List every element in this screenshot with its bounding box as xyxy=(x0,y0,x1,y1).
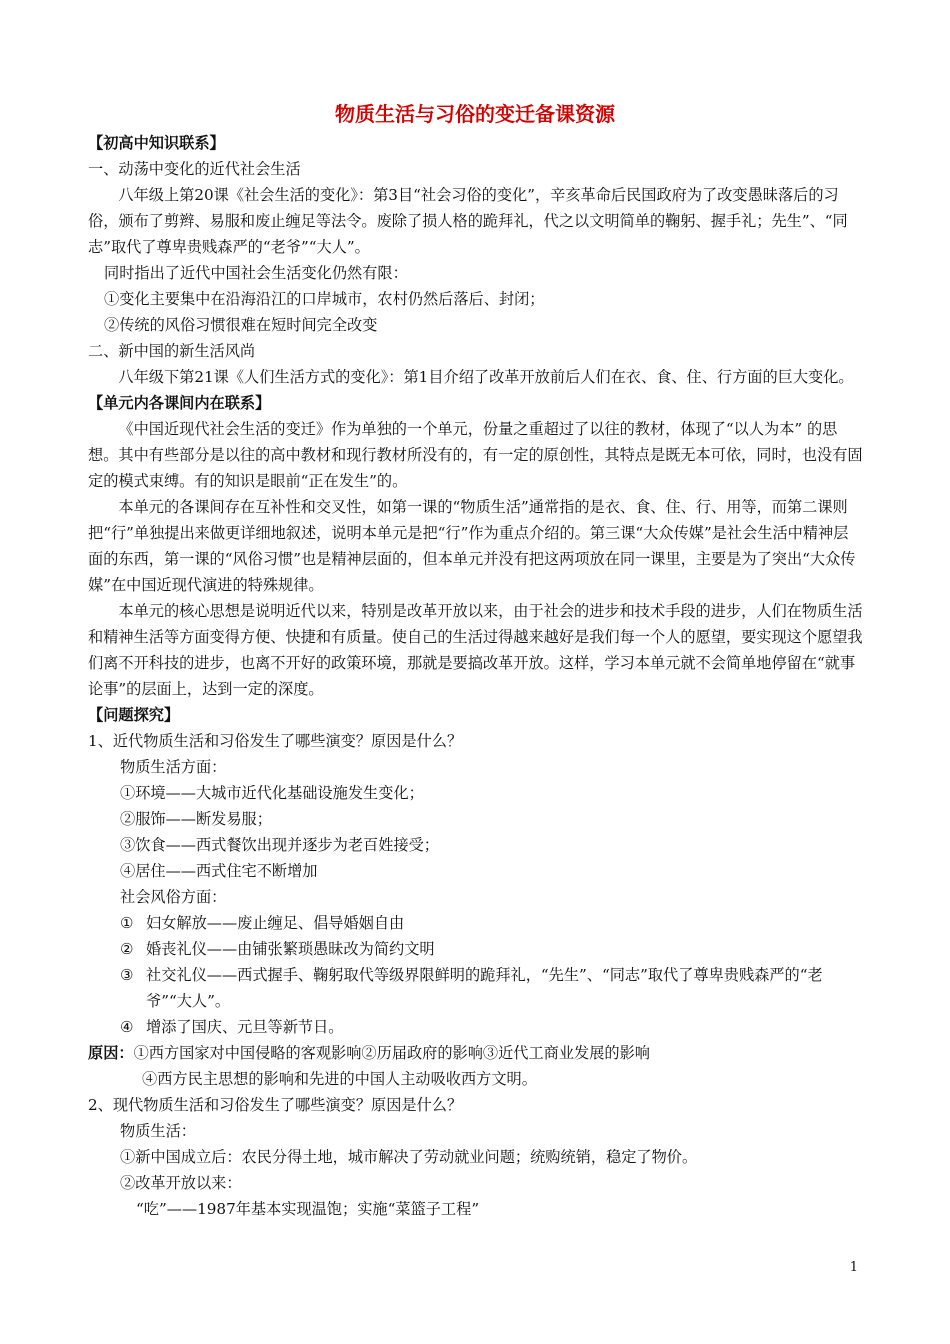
reason-line xyxy=(88,1040,863,1066)
paragraph: 八年级上第20课《社会生活的变化》：第3目“社会习俗的变化”，辛亥革命后民国政府为了改变愚昧落后的习俗，颁布了剪辫、易服和废止缠足等法令。废除了损人格的跪拜礼，代之以文明简单的鞠躬、握手礼；先生”、“同志”取代了尊卑贵贱森严的“老爷”“大人”。 xyxy=(88,186,848,256)
section-heading-unit-links: 【单元内各课间内在联系】 xyxy=(88,394,271,412)
subheading-social-customs: 社会风俗方面： xyxy=(120,888,227,906)
subheading-modern-society: 一、动荡中变化的近代社会生活 xyxy=(88,160,301,178)
subheading-material-life-2: 物质生活： xyxy=(120,1122,196,1140)
subheading-new-china: 二、新中国的新生活风尚 xyxy=(88,342,256,360)
reason-text: ①西方国家对中国侵略的客观影响②历届政府的影响③近代工商业发展的影响 xyxy=(133,1044,650,1062)
paragraph: 本单元的核心思想是说明近代以来，特别是改革开放以来，由于社会的进步和技术手段的进步，人们在物质生活和精神生活等方面变得方便、快捷和有质量。使自己的生活过得越来越好是我们每一个人的愿望，要实现这个愿望我们离不开科技的进步，也离不开好的政策环境，那就是要搞改革开放。这样，学习本单元就不会简单地停留在“就事论事”的层面上，达到一定的深度。 xyxy=(88,602,863,698)
question-1: 1、近代物质生活和习俗发生了哪些演变？原因是什么？ xyxy=(88,732,463,750)
list-item xyxy=(88,962,863,1014)
reason-label: 原因： xyxy=(88,1044,134,1062)
list-number: ② xyxy=(120,940,134,958)
list-item-text: 社交礼仪——西式握手、鞠躬取代等级界限鲜明的跪拜礼，“先生”、“同志”取代了尊卑贵贱森严的“老爷”“大人”。 xyxy=(146,966,823,1010)
section-heading-inquiry: 【问题探究】 xyxy=(88,706,180,724)
list-item: ④居住——西式住宅不断增加 xyxy=(120,862,318,880)
list-item xyxy=(88,1014,863,1040)
list-number: ③ xyxy=(120,966,134,984)
list-item: ①新中国成立后：农民分得土地，城市解决了劳动就业问题；统购统销，稳定了物价。 xyxy=(120,1148,698,1166)
list-item: ①变化主要集中在沿海沿江的口岸城市，农村仍然后落后、封闭； xyxy=(104,290,545,308)
list-item-text: 婚丧礼仪——由铺张繁琐愚昧改为简约文明 xyxy=(146,940,435,958)
subheading-material-life: 物质生活方面： xyxy=(120,758,227,776)
page-number: 1 xyxy=(849,1260,858,1275)
list-item xyxy=(88,910,863,936)
paragraph: 同时指出了近代中国社会生活变化仍然有限： xyxy=(104,264,408,282)
list-item: ②传统的风俗习惯很难在短时间完全改变 xyxy=(104,316,378,334)
paragraph: 《中国近现代社会生活的变迁》作为单独的一个单元，份量之重超过了以往的教材，体现了“以人为本” 的思想。其中有些部分是以往的高中教材和现行教材所没有的，有一定的原创性，其特点是既无本可依，同时，也没有固定的模式束缚。有的知识是眼前“正在发生”的。 xyxy=(88,420,863,490)
section-heading-knowledge-link: 【初高中知识联系】 xyxy=(88,134,225,152)
document-title: 物质生活与习俗的变迁备课资源 xyxy=(335,102,615,126)
question-2: 2、现代物质生活和习俗发生了哪些演变？原因是什么？ xyxy=(88,1096,463,1114)
list-number: ① xyxy=(120,914,134,932)
list-item: “吃”——1987年基本实现温饱；实施“菜篮子工程” xyxy=(136,1200,480,1218)
document-body xyxy=(88,130,863,1222)
list-item: ①环境——大城市近代化基础设施发生变化； xyxy=(120,784,424,802)
list-item-text: 妇女解放——废止缠足、倡导婚姻自由 xyxy=(146,914,405,932)
list-item xyxy=(88,936,863,962)
paragraph: 八年级下第21课《人们生活方式的变化》：第1目介绍了改革开放前后人们在衣、食、住、行方面的巨大变化。 xyxy=(118,368,854,386)
list-item: ②改革开放以来： xyxy=(120,1174,242,1192)
reason-line-continued: ④西方民主思想的影响和先进的中国人主动吸收西方文明。 xyxy=(142,1070,537,1088)
list-item: ②服饰——断发易服； xyxy=(120,810,272,828)
list-item: ③饮食——西式餐饮出现并逐步为老百姓接受； xyxy=(120,836,439,854)
paragraph: 本单元的各课间存在互补性和交叉性，如第一课的“物质生活”通常指的是衣、食、住、行、用等，而第二课则把“行”单独提出来做更详细地叙述，说明本单元是把“行”作为重点介绍的。第三课“大众传媒”是社会生活中精神层面的东西，第一课的“风俗习惯”也是精神层面的，但本单元并没有把这两项放在同一课里，主要是为了突出“大众传媒”在中国近现代演进的特殊规律。 xyxy=(88,498,856,594)
list-item-text: 增添了国庆、元旦等新节日。 xyxy=(146,1018,344,1036)
list-number: ④ xyxy=(120,1018,134,1036)
